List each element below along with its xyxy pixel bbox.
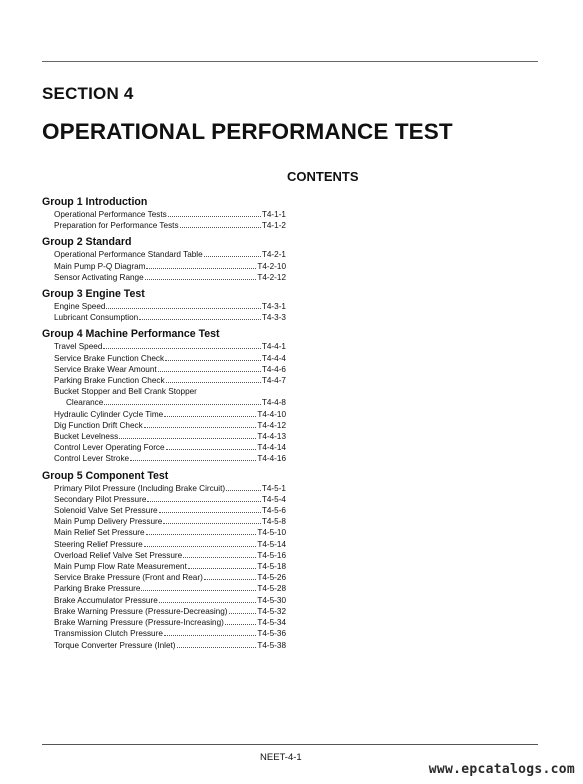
toc-entry-page: T4-5-28 (257, 584, 286, 594)
toc-entry-page: T4-4-16 (257, 454, 286, 464)
toc-leader-dots (164, 415, 256, 417)
toc-entry-label: Operational Performance Tests (54, 210, 167, 219)
toc-entry[interactable] (42, 550, 286, 561)
toc-entry-label: Steering Relief Pressure (54, 539, 143, 549)
toc-entry-label: Brake Warning Pressure (Pressure-Decreasing) (54, 606, 228, 616)
toc-leader-dots (180, 226, 261, 228)
toc-entry[interactable] (42, 397, 286, 408)
toc-entry[interactable] (42, 527, 286, 538)
toc-leader-dots (144, 426, 257, 428)
toc-entry-label: Bucket Stopper and Bell Crank Stopper (54, 387, 197, 397)
toc-leader-dots (106, 307, 260, 309)
toc-entry-label: Service Brake Wear Amount (54, 364, 157, 374)
toc-entry[interactable] (42, 595, 286, 606)
top-rule (42, 61, 538, 62)
toc-entry-label: Operational Performance Standard Table (54, 250, 203, 260)
toc-entry[interactable] (42, 386, 286, 397)
toc-entry-page: T4-5-1 (261, 483, 286, 493)
toc-entry[interactable] (42, 561, 286, 572)
toc-entry-page: T4-3-3 (261, 313, 286, 323)
toc-leader-dots (103, 347, 260, 349)
toc-leader-dots (163, 522, 261, 524)
toc-entry-page: T4-5-16 (257, 550, 286, 560)
toc-entry-label: Dig Function Drift Check (54, 420, 143, 430)
toc-group (42, 288, 286, 323)
toc-group-title: Group 5 Component Test (42, 469, 169, 482)
toc-entry-label: Lubricant Consumption (54, 313, 139, 323)
toc-leader-dots (188, 567, 256, 569)
table-of-contents (42, 196, 286, 651)
toc-entry-label: Main Pump Delivery Pressure (54, 517, 163, 527)
toc-entry[interactable] (42, 249, 286, 260)
toc-entry-page: T4-2-1 (261, 250, 286, 260)
toc-entry-page: T4-4-12 (257, 420, 286, 430)
toc-entry-page: T4-4-8 (261, 398, 286, 408)
toc-group (42, 328, 286, 464)
toc-entry[interactable] (42, 375, 286, 386)
page-number: NEET-4-1 (260, 752, 302, 763)
toc-entry[interactable] (42, 364, 286, 375)
toc-entry[interactable] (42, 505, 286, 516)
toc-entry-page: T4-4-4 (261, 353, 286, 363)
toc-entry[interactable] (42, 617, 286, 628)
toc-leader-dots (204, 578, 257, 580)
toc-entry-page: T4-5-14 (257, 539, 286, 549)
toc-entry-page: T4-5-10 (257, 528, 286, 538)
toc-entry-page: T4-5-6 (261, 506, 286, 516)
toc-leader-dots (139, 318, 261, 320)
toc-entry-label: Parking Brake Function Check (54, 376, 165, 386)
toc-entry-label: Sensor Activating Range (54, 272, 144, 282)
page-title: OPERATIONAL PERFORMANCE TEST (42, 119, 453, 144)
toc-entry[interactable] (42, 312, 286, 323)
toc-entry-label: Solenoid Valve Set Pressure (54, 506, 158, 516)
toc-entry-page: T4-2-12 (257, 272, 286, 282)
toc-entry-page: T4-5-18 (257, 562, 286, 572)
toc-leader-dots (159, 601, 257, 603)
toc-entry-label: Hydraulic Cylinder Cycle Time (54, 409, 164, 419)
toc-entry-label: Main Pump P-Q Diagram (54, 261, 146, 271)
toc-entry-label: Overload Relief Valve Set Pressure (54, 550, 183, 560)
toc-entry-page: T4-5-8 (261, 517, 286, 527)
toc-entry-label: Travel Speed (54, 342, 103, 352)
toc-entry[interactable] (42, 209, 286, 220)
toc-leader-dots (119, 437, 256, 439)
toc-leader-dots (144, 545, 257, 547)
toc-entry-label: Secondary Pilot Pressure (54, 494, 147, 504)
toc-entry-label: Control Lever Stroke (54, 454, 130, 464)
toc-entry[interactable] (42, 272, 286, 283)
toc-entry-page: T4-4-6 (261, 364, 286, 374)
toc-group (42, 236, 286, 283)
toc-entry-page: T4-3-1 (261, 302, 286, 312)
toc-entry-page: T4-1-2 (261, 221, 286, 231)
toc-leader-dots (141, 589, 256, 591)
toc-entry[interactable] (42, 301, 286, 312)
section-label: SECTION 4 (42, 84, 134, 103)
toc-entry-label: Bucket Levelness (54, 432, 119, 442)
toc-entry[interactable] (42, 494, 286, 505)
toc-group-title: Group 1 Introduction (42, 196, 148, 208)
toc-leader-dots (164, 634, 256, 636)
toc-entry[interactable] (42, 539, 286, 550)
toc-entry-page: T4-4-13 (257, 432, 286, 442)
toc-entry-label: Preparation for Performance Tests (54, 221, 179, 231)
toc-leader-dots (166, 448, 257, 450)
toc-leader-dots (146, 533, 257, 535)
toc-group-title: Group 2 Standard (42, 236, 132, 249)
toc-entry[interactable] (42, 516, 286, 527)
toc-leader-dots (165, 359, 261, 361)
toc-group (42, 470, 286, 651)
toc-entry-label: Parking Brake Pressure (54, 584, 141, 594)
toc-entry-label: Brake Warning Pressure (Pressure-Increasing) (54, 618, 224, 628)
toc-entry[interactable] (42, 261, 286, 272)
toc-entry[interactable] (42, 640, 286, 651)
toc-leader-dots (225, 623, 256, 625)
toc-entry-page: T4-5-4 (261, 494, 286, 504)
toc-group (42, 196, 286, 231)
toc-entry-page: T4-5-34 (257, 618, 286, 628)
toc-entry[interactable] (42, 453, 286, 464)
toc-entry-page: T4-4-14 (257, 443, 286, 453)
toc-entry-page: T4-2-10 (257, 261, 286, 271)
toc-leader-dots (158, 370, 261, 372)
toc-entry-label: Service Brake Pressure (Front and Rear) (54, 573, 203, 583)
toc-leader-dots (145, 278, 257, 280)
toc-leader-dots (177, 646, 257, 648)
toc-entry[interactable] (42, 606, 286, 617)
toc-group-title: Group 3 Engine Test (42, 288, 145, 301)
toc-entry[interactable] (42, 220, 286, 231)
toc-entry-label: Primary Pilot Pressure (Including Brake Circuit) (54, 483, 226, 493)
toc-entry-page: T4-5-32 (257, 606, 286, 616)
toc-entry-page: T4-5-38 (257, 640, 286, 650)
toc-entry[interactable] (42, 483, 286, 494)
toc-entry-page: T4-5-30 (257, 595, 286, 605)
toc-leader-dots (229, 612, 257, 614)
toc-entry[interactable] (42, 572, 286, 583)
toc-entry-page: T4-5-36 (257, 629, 286, 639)
bottom-rule (42, 744, 538, 745)
toc-entry[interactable] (42, 420, 286, 431)
toc-entry-label: Clearance (66, 398, 104, 408)
toc-leader-dots (168, 215, 261, 217)
toc-leader-dots (166, 381, 261, 383)
toc-entry[interactable] (42, 628, 286, 639)
toc-leader-dots (147, 500, 260, 502)
toc-entry-page: T4-4-1 (261, 342, 286, 352)
toc-entry-label: Control Lever Operating Force (54, 443, 165, 453)
toc-entry-page: T4-4-7 (261, 376, 286, 386)
toc-entry-page: T4-4-10 (257, 409, 286, 419)
toc-leader-dots (204, 255, 261, 257)
toc-entry-page: T4-5-26 (257, 573, 286, 583)
toc-entry-label: Torque Converter Pressure (Inlet) (54, 640, 176, 650)
toc-entry[interactable] (42, 353, 286, 364)
toc-entry-label: Service Brake Function Check (54, 353, 165, 363)
toc-entry[interactable] (42, 583, 286, 594)
toc-leader-dots (130, 459, 256, 461)
watermark: www.epcatalogs.com (428, 762, 575, 777)
toc-entry-label: Engine Speed (54, 302, 106, 312)
toc-entry[interactable] (42, 341, 286, 352)
toc-entry-label: Main Relief Set Pressure (54, 528, 145, 538)
toc-leader-dots (146, 267, 256, 269)
toc-entry[interactable] (42, 431, 286, 442)
toc-leader-dots (226, 489, 261, 491)
toc-group-title: Group 4 Machine Performance Test (42, 328, 220, 341)
contents-heading: CONTENTS (287, 169, 359, 184)
toc-entry[interactable] (42, 442, 286, 453)
toc-entry[interactable] (42, 409, 286, 420)
toc-leader-dots (159, 511, 261, 513)
toc-entry-label: Transmission Clutch Pressure (54, 629, 163, 639)
toc-entry-label: Brake Accumulator Pressure (54, 595, 158, 605)
toc-entry-label: Main Pump Flow Rate Measurement (54, 562, 187, 572)
toc-leader-dots (104, 403, 261, 405)
toc-entry-page: T4-1-1 (261, 210, 286, 219)
toc-leader-dots (183, 556, 256, 558)
